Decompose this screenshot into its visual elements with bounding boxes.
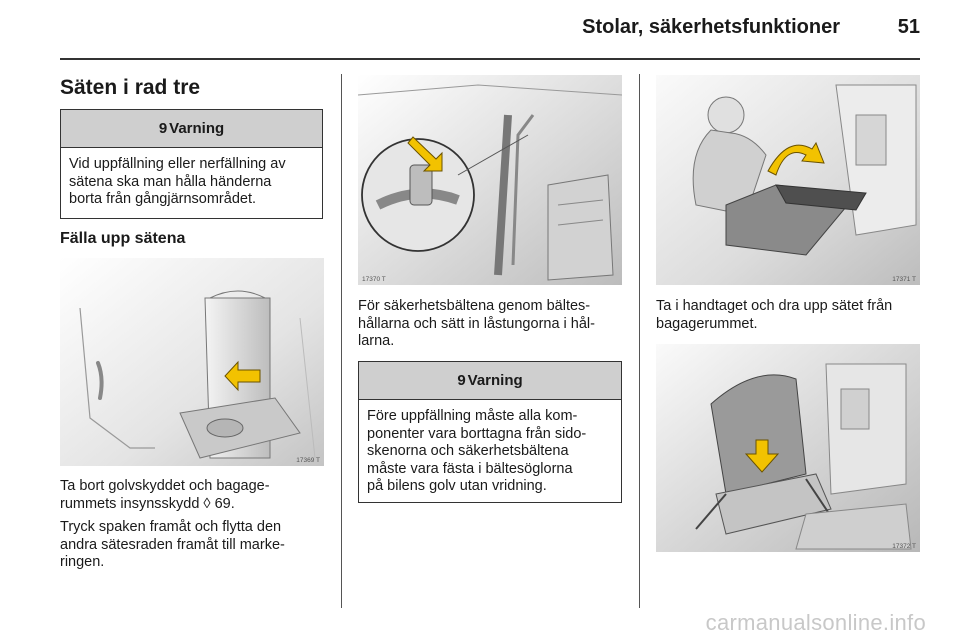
warning-line: Före uppfällning måste alla kom- xyxy=(367,408,578,424)
figure-code: 17369 T xyxy=(296,457,320,464)
warning-box-2 xyxy=(358,361,622,503)
text-line: rummets insynsskydd ◊ 69. xyxy=(60,495,235,512)
warning-line: måste vara fästa i bältesöglorna xyxy=(367,460,573,477)
warning-text xyxy=(359,400,621,502)
paragraph-push-lever xyxy=(60,519,285,572)
text-line: Tryck spaken framåt och flytta den xyxy=(60,519,282,535)
text-line: hållarna och sätt in låstungorna i hål- xyxy=(358,315,595,332)
figure-seat-raised xyxy=(656,344,920,552)
text-line: ringen. xyxy=(60,554,105,570)
figure-seat-lever xyxy=(60,258,324,466)
warning-box-1 xyxy=(60,109,323,219)
text-line: Ta i handtaget och dra upp sätet från xyxy=(656,298,893,314)
warning-line: Vid uppfällning eller nerfällning av xyxy=(69,156,286,172)
illustration-seat-raised xyxy=(656,344,920,552)
paragraph-pull-handle xyxy=(656,298,892,333)
watermark: carmanualsonline.info xyxy=(705,610,926,635)
figure-pull-seat-up xyxy=(656,75,920,285)
running-header-title: Stolar, säkerhetsfunktioner xyxy=(582,16,840,38)
text-line: bagagerummet. xyxy=(656,315,758,332)
warning-line: på bilens golv utan vridning. xyxy=(367,478,547,494)
figure-seatbelt-holders xyxy=(358,75,622,285)
text-line: För säkerhetsbältena genom bältes- xyxy=(358,298,591,314)
column-divider-left xyxy=(341,74,342,608)
warning-header xyxy=(359,362,621,400)
illustration-pull-seat-up xyxy=(656,75,920,285)
text-line: larna. xyxy=(358,333,395,349)
illustration-seatbelt-holders xyxy=(358,75,622,285)
illustration-seat-lever xyxy=(60,258,324,466)
warning-line: skenorna och säkerhetsbältena xyxy=(367,443,569,459)
warning-symbol: 9 xyxy=(158,120,168,137)
warning-line: ponenter vara borttagna från sido- xyxy=(367,425,587,442)
page-number: 51 xyxy=(897,16,920,38)
figure-code: 17371 T xyxy=(892,276,916,283)
warning-header xyxy=(61,110,322,148)
text-line: andra sätesraden framåt till marke- xyxy=(60,536,285,553)
warning-title: Varning xyxy=(169,120,225,137)
warning-symbol: 9 xyxy=(457,372,466,389)
paragraph-remove-floor-cover xyxy=(60,478,270,513)
paragraph-seatbelts xyxy=(358,298,595,351)
warning-line: borta från gångjärnsområdet. xyxy=(69,191,256,207)
text-line: Ta bort golvskyddet och bagage- xyxy=(60,478,270,494)
warning-text xyxy=(61,148,322,215)
subheading-fold-up: Fälla upp sätena xyxy=(60,230,186,247)
figure-code: 17370 T xyxy=(362,276,386,283)
header-rule xyxy=(60,58,920,60)
figure-code: 17372 T xyxy=(892,543,916,550)
warning-line: sätena ska man hålla händerna xyxy=(69,173,272,190)
warning-title: Varning xyxy=(467,372,523,389)
column-divider-right xyxy=(639,74,640,608)
section-title: Säten i rad tre xyxy=(60,76,201,99)
